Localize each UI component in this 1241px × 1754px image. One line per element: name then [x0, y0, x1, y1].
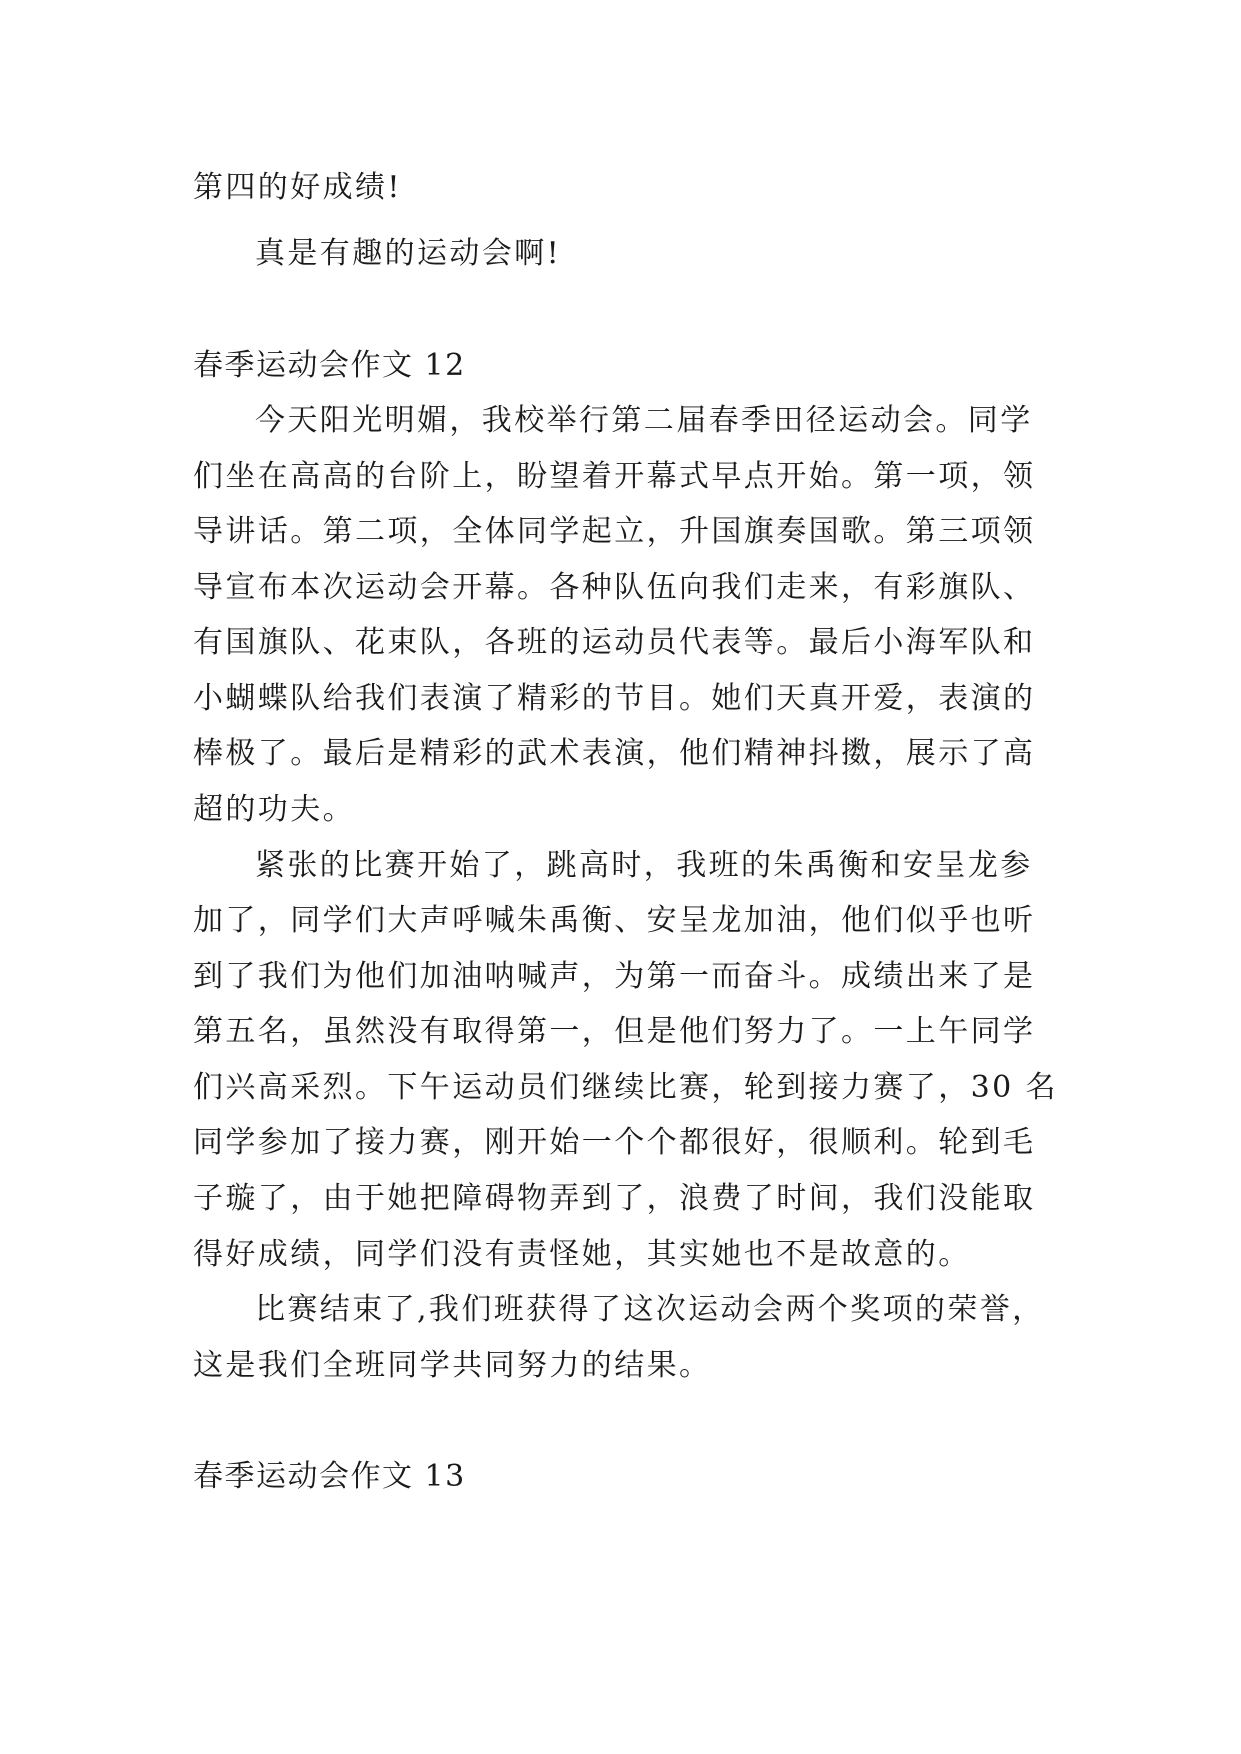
- paragraph-line: 得好成绩，同学们没有责怪她，其实她也不是故意的。: [193, 1237, 971, 1272]
- paragraph-line: 加了，同学们大声呼喊朱禹衡、安呈龙加油，他们似乎也听: [193, 903, 1036, 938]
- paragraph-line: 小蝴蝶队给我们表演了精彩的节目。她们天真开爱，表演的: [193, 681, 1036, 716]
- paragraph-line: 棒极了。最后是精彩的武术表演，他们精神抖擞，展示了高: [193, 736, 1036, 771]
- paragraph-line: 子璇了，由于她把障碍物弄到了，浪费了时间，我们没能取: [193, 1181, 1036, 1216]
- paragraph-line: 真是有趣的运动会啊!: [255, 236, 562, 271]
- paragraph-line: 到了我们为他们加油呐喊声，为第一而奋斗。成绩出来了是: [193, 959, 1036, 994]
- paragraph-line: 这是我们全班同学共同努力的结果。: [193, 1348, 712, 1383]
- paragraph-line: 今天阳光明媚，我校举行第二届春季田径运动会。同学: [255, 403, 1033, 438]
- paragraph-line: 们坐在高高的台阶上，盼望着开幕式早点开始。第一项，领: [193, 459, 1036, 494]
- paragraph-line: 导讲话。第二项，全体同学起立，升国旗奏国歌。第三项领: [193, 514, 1036, 549]
- paragraph-line: 第四的好成绩!: [193, 170, 402, 205]
- section-heading: 春季运动会作文 12: [193, 348, 466, 383]
- paragraph-line: 紧张的比赛开始了，跳高时，我班的朱禹衡和安呈龙参: [255, 848, 1033, 883]
- paragraph-line: 们兴高采烈。下午运动员们继续比赛，轮到接力赛了，30 名: [193, 1070, 1058, 1105]
- paragraph-line: 同学参加了接力赛，刚开始一个个都很好，很顺利。轮到毛: [193, 1125, 1036, 1160]
- paragraph-line: 比赛结束了,我们班获得了这次运动会两个奖项的荣誉，: [255, 1292, 1045, 1327]
- paragraph-line: 导宣布本次运动会开幕。各种队伍向我们走来，有彩旗队、: [193, 570, 1036, 605]
- paragraph-line: 第五名，虽然没有取得第一，但是他们努力了。一上午同学: [193, 1014, 1036, 1049]
- section-heading: 春季运动会作文 13: [193, 1459, 466, 1494]
- paragraph-line: 有国旗队、花束队，各班的运动员代表等。最后小海军队和: [193, 625, 1036, 660]
- paragraph-line: 超的功夫。: [193, 792, 355, 827]
